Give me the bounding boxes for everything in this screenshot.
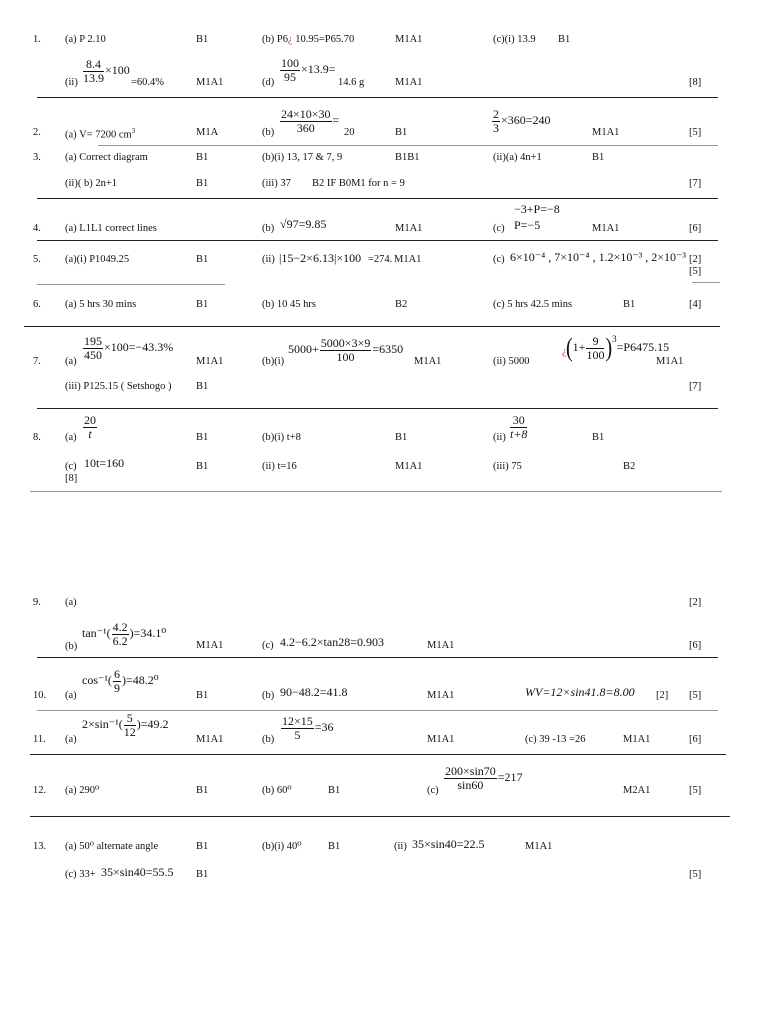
q8-bi: (b)(i) t+8: [262, 432, 301, 443]
q7-total: [7]: [689, 381, 702, 392]
q3-bi-mark: B1B1: [395, 152, 420, 163]
q8-ciii: (iii) 75: [493, 461, 522, 472]
q3-iib-mark: B1: [196, 178, 209, 189]
q1-a: (a) P 2.10: [65, 34, 106, 45]
q8-a-expression: $\frac{20}{t}$: [84, 413, 96, 441]
q3-number: 3.: [33, 152, 41, 163]
q7-bi-expression: 5000+ $\frac{5000\times 3\times 9}{100}$ =6350: [288, 336, 404, 364]
q5-ii-result: =274.: [368, 254, 393, 265]
q1-b: (b) P6¿ 10.95=P65.70: [262, 34, 355, 45]
q9-b-mark: M1A1: [196, 640, 224, 651]
q9-c-mark: M1A1: [427, 640, 455, 651]
q9-b-expression: tan⁻¹( $\frac{4.2}{6.2}$ )=34.1⁰: [82, 620, 167, 648]
q1-d-label: (d): [262, 77, 275, 88]
q10-a-mark: B1: [196, 690, 209, 701]
q5-a: (a)(i) P1049.25: [65, 254, 130, 265]
q1-ci-mark: B1: [558, 34, 571, 45]
q2-b-expression: $\frac{24\times 10\times 30}{360}$ =: [281, 107, 340, 135]
q5-ii-expression: |15−2×6.13|×100: [279, 251, 362, 265]
divider: [30, 491, 722, 492]
q4-a: (a) L1L1 correct lines: [65, 223, 157, 234]
q1-b-mark: M1A1: [395, 34, 423, 45]
q7-bi-mark: M1A1: [414, 356, 442, 367]
divider: [37, 657, 718, 658]
q12-c-label: (c): [427, 785, 439, 796]
q1-ii-result: =60.4%: [131, 77, 165, 88]
q11-b-mark: M1A1: [427, 734, 455, 745]
q10-subtotal: [2]: [656, 690, 669, 701]
q5-ii-mark: M1A1: [394, 254, 422, 265]
q11-c-mark: M1A1: [623, 734, 651, 745]
q8-total: [8]: [65, 473, 78, 484]
divider: [37, 240, 718, 241]
q1-d-mark: M1A1: [395, 77, 423, 88]
q4-b-mark: M1A1: [395, 223, 423, 234]
q2-c-mark: M1A1: [592, 127, 620, 138]
divider: [30, 754, 726, 755]
q7-iii-mark: B1: [196, 381, 209, 392]
q4-c-mark: M1A1: [592, 223, 620, 234]
q6-a-mark: B1: [196, 299, 209, 310]
q8-cii-mark: M1A1: [395, 461, 423, 472]
q11-a-expression: 2×sin⁻¹( $\frac{5}{12}$ )=49.2: [82, 711, 169, 739]
q7-ii-label: (ii) 5000: [493, 356, 530, 367]
q1-a-mark: B1: [196, 34, 209, 45]
q8-bi-mark: B1: [395, 432, 408, 443]
q13-c-mark: B1: [196, 869, 209, 880]
q4-b-label: (b): [262, 223, 275, 234]
q4-number: 4.: [33, 223, 41, 234]
divider: [37, 198, 718, 199]
q13-a-mark: B1: [196, 841, 209, 852]
q4-c-line1: −3+P=−8: [514, 202, 560, 216]
divider: [24, 326, 720, 327]
q8-ii-mark: B1: [592, 432, 605, 443]
q3-iii-mark: B2 IF B0M1 for n = 9: [312, 178, 405, 189]
q13-ii-label: (ii): [394, 841, 407, 852]
q8-c-mark: B1: [196, 461, 209, 472]
q4-c-label: (c): [493, 223, 505, 234]
q1-d-result: 14.6 g: [338, 77, 365, 88]
q1-total: [8]: [689, 77, 702, 88]
q4-total: [6]: [689, 223, 702, 234]
q2-a-mark: M1A: [196, 127, 219, 138]
q2-b-mark: B1: [395, 127, 408, 138]
q13-number: 13.: [33, 841, 47, 852]
q11-total: [6]: [689, 734, 702, 745]
q7-ii-expression: (1+ $\frac{9}{100}$ )$^3$=P6475.15: [566, 333, 670, 363]
q1-ii-expression: $\frac{8.4}{13.9}$ ×100: [83, 57, 130, 85]
q3-iib: (ii)( b) 2n+1: [65, 178, 117, 189]
q10-number: 10.: [33, 690, 47, 701]
q11-b-label: (b): [262, 734, 275, 745]
q13-bi-mark: B1: [328, 841, 341, 852]
divider: [30, 816, 730, 817]
q5-ii-label: (ii): [262, 254, 275, 265]
q3-iii: (iii) 37: [262, 178, 291, 189]
q13-c-expression: 35×sin40=55.5: [101, 865, 174, 879]
q10-total: [5]: [689, 690, 702, 701]
q13-ii-mark: M1A1: [525, 841, 553, 852]
q5-subtotal: [2]: [689, 254, 702, 265]
q9-a: (a): [65, 597, 77, 608]
q12-c-expression: $\frac{200\times\sin 70}{\sin 60}$ =217: [445, 764, 523, 792]
q1-ii-mark: M1A1: [196, 77, 224, 88]
q5-total: [5]: [689, 266, 702, 277]
q1-number: 1.: [33, 34, 41, 45]
q1-d-expression: $\frac{100}{95}$ ×13.9=: [281, 56, 336, 84]
q5-a-mark: B1: [196, 254, 209, 265]
q8-number: 8.: [33, 432, 41, 443]
q9-c-label: (c): [262, 640, 274, 651]
q12-a-mark: B1: [196, 785, 209, 796]
q11-b-expression: $\frac{12\times 15}{5}$ =36: [282, 714, 334, 742]
q13-ii-expression: 35×sin40=22.5: [412, 837, 485, 851]
q9-subtotal: [2]: [689, 597, 702, 608]
q2-a: (a) V= 7200 $cm^3$: [65, 127, 136, 141]
q6-b-mark: B2: [395, 299, 408, 310]
q10-b-mark: M1A1: [427, 690, 455, 701]
q8-a-mark: B1: [196, 432, 209, 443]
q5-c-expression: 6×10⁻⁴ , 7×10⁻⁴ , 1.2×10⁻³ , 2×10⁻³: [510, 250, 686, 264]
q7-a-label: (a): [65, 356, 77, 367]
divider: [37, 97, 718, 98]
q13-a: (a) 50⁰ alternate angle: [65, 841, 159, 852]
q13-bi: (b)(i) 40⁰: [262, 841, 302, 852]
q3-a: (a) Correct diagram: [65, 152, 148, 163]
q6-number: 6.: [33, 299, 41, 310]
q3-iia-mark: B1: [592, 152, 605, 163]
q4-b-expression: √97=9.85: [280, 217, 327, 231]
q9-b-label: (b): [65, 641, 78, 652]
q8-a-label: (a): [65, 432, 77, 443]
q2-b-result: 20: [344, 127, 355, 138]
q11-a-mark: M1A1: [196, 734, 224, 745]
q2-number: 2.: [33, 127, 41, 138]
q7-ii-mark: M1A1: [656, 356, 684, 367]
q10-b-expression: 90−48.2=41.8: [280, 685, 348, 699]
q11-number: 11.: [33, 734, 46, 745]
q13-c-label: (c) 33+: [65, 869, 96, 880]
q9-total: [6]: [689, 640, 702, 651]
divider: [37, 284, 225, 285]
q3-bi: (b)(i) 13, 17 & 7, 9: [262, 152, 343, 163]
q12-number: 12.: [33, 785, 47, 796]
q6-c-mark: B1: [623, 299, 636, 310]
q11-a-label: (a): [65, 734, 77, 745]
q6-b: (b) 10 45 hrs: [262, 299, 316, 310]
q12-c-mark: M2A1: [623, 785, 651, 796]
divider: [37, 710, 718, 711]
q7-number: 7.: [33, 356, 41, 367]
q9-c-expression: 4.2−6.2×tan28=0.903: [280, 635, 384, 649]
q8-c-label: (c): [65, 461, 77, 472]
divider: [98, 145, 718, 146]
q6-total: [4]: [689, 299, 702, 310]
q6-c: (c) 5 hrs 42.5 mins: [493, 299, 573, 310]
q11-c: (c) 39 -13 =26: [525, 734, 586, 745]
q8-ii-label: (ii): [493, 432, 506, 443]
q6-a: (a) 5 hrs 30 mins: [65, 299, 137, 310]
q7-iii: (iii) P125.15 ( Setshogo ): [65, 381, 172, 392]
q7-bi-label: (b)(i): [262, 356, 285, 367]
divider: [37, 408, 718, 409]
q10-c-expression: WV=12×sin41.8=8.00: [525, 685, 635, 699]
q9-number: 9.: [33, 597, 41, 608]
q8-c-expression: 10t=160: [84, 456, 125, 470]
q3-iia: (ii)(a) 4n+1: [493, 152, 542, 163]
q8-cii: (ii) t=16: [262, 461, 297, 472]
q8-ciii-mark: B2: [623, 461, 636, 472]
q10-a-expression: cos⁻¹( $\frac{6}{9}$ )=48.2⁰: [82, 667, 159, 695]
q2-b-label: (b): [262, 127, 275, 138]
q2-total: [5]: [689, 127, 702, 138]
q10-b-label: (b): [262, 690, 275, 701]
q7-a-expression: $\frac{195}{450}$ ×100=−43.3%: [84, 334, 174, 362]
q3-a-mark: B1: [196, 152, 209, 163]
q13-total: [5]: [689, 869, 702, 880]
q1-ci: (c)(i) 13.9: [493, 34, 536, 45]
q12-b: (b) 60⁰: [262, 785, 292, 796]
q3-total: [7]: [689, 178, 702, 189]
divider: [692, 282, 720, 283]
q12-b-mark: B1: [328, 785, 341, 796]
q5-number: 5.: [33, 254, 41, 265]
q10-a-label: (a): [65, 690, 77, 701]
q12-total: [5]: [689, 785, 702, 796]
q7-a-mark: M1A1: [196, 356, 224, 367]
q1-ii-label: (ii): [65, 77, 78, 88]
q2-c-expression: $\frac{2}{3}$ ×360=240: [493, 107, 551, 135]
q8-ii-expression: $\frac{30}{t+8}$: [510, 413, 528, 441]
q5-c-label: (c): [493, 254, 505, 265]
q7-ii-marker: ¿: [562, 346, 567, 357]
q4-c-line2: P=−5: [514, 218, 541, 232]
q12-a: (a) 290⁰: [65, 785, 100, 796]
